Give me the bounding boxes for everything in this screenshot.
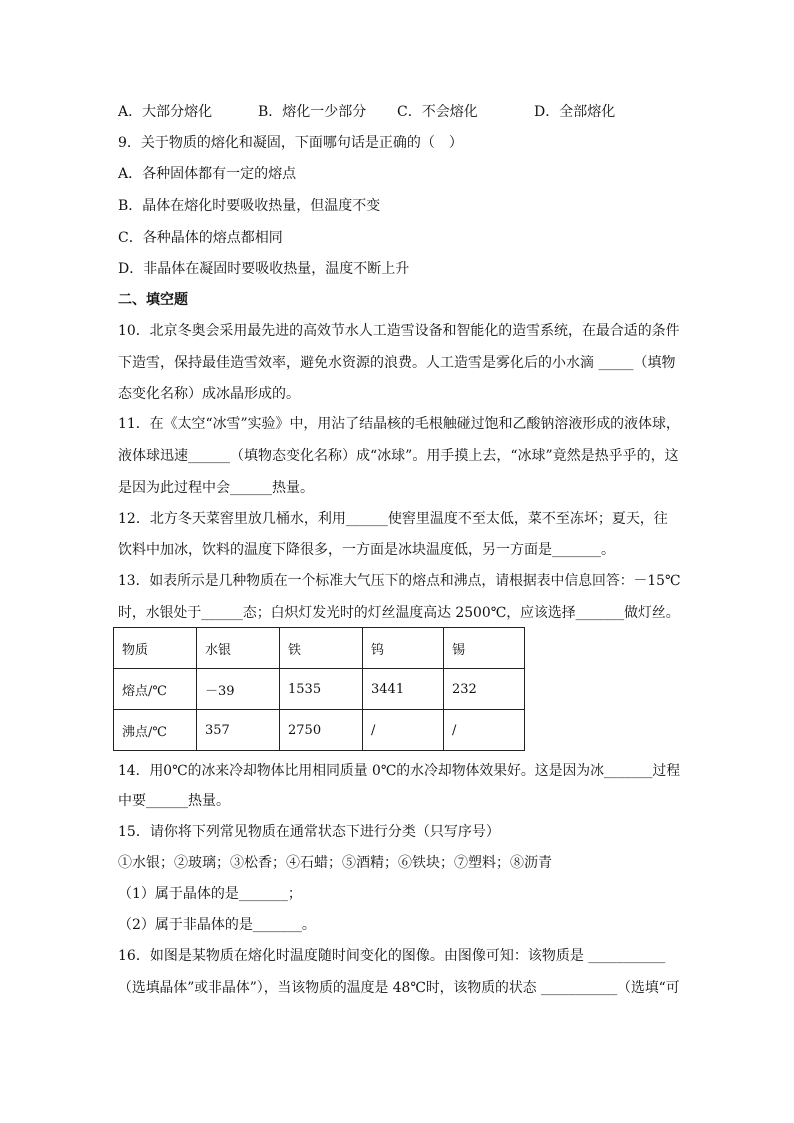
- table-header-cell: 物质: [114, 628, 197, 669]
- q13-line-1: 13．如表所示是几种物质在一个标准大气压下的熔点和沸点，请根据表中信息回答：－15℃: [118, 573, 681, 589]
- q9-option-b: B．晶体在熔化时要吸收热量，但温度不变: [118, 198, 381, 214]
- table-header-cell: 铁: [280, 628, 363, 669]
- q15-sub-2: （2）属于非晶体的是_______。: [118, 917, 316, 933]
- q8-option-a: A．大部分熔化: [118, 104, 213, 120]
- q8-option-d: D．全部熔化: [534, 104, 616, 120]
- q14-line-1: 14．用0℃的冰来冷却物体比用相同质量 0℃的水冷却物体效果好。这是因为冰_______过程: [118, 763, 681, 779]
- q15-items: ①水银；②玻璃；③松香；④石蜡；⑤酒精；⑥铁块；⑦塑料；⑧沥青: [118, 855, 552, 871]
- q11-line-3: 是因为此过程中会______热量。: [118, 480, 314, 496]
- q12-line-2: 饮料中加冰，饮料的温度下降很多，一方面是冰块温度低，另一方面是_______。: [118, 542, 615, 558]
- table-cell: 3441: [363, 669, 444, 710]
- table-cell: 357: [197, 710, 280, 751]
- q9-stem: 9．关于物质的熔化和凝固，下面哪句话是正确的（ ）: [118, 135, 463, 151]
- table-cell: 232: [444, 669, 525, 710]
- q10-line-3: 态变化名称）成冰晶形成的。: [118, 386, 300, 402]
- table-cell: 沸点/℃: [114, 710, 197, 751]
- table-cell: 熔点/℃: [114, 669, 197, 710]
- table-header-cell: 钨: [363, 628, 444, 669]
- q8-option-c: C．不会熔化: [397, 104, 478, 120]
- q8-options: [118, 102, 678, 122]
- table-cell: 2750: [280, 710, 363, 751]
- table-header-row: [114, 628, 525, 669]
- q16-line-1: 16．如图是某物质在熔化时温度随时间变化的图像。由图像可知：该物质是 ___________: [118, 948, 666, 964]
- q10-line-2: 下造雪，保持最佳造雪效率，避免水资源的浪费。人工造雪是雾化后的小水滴 _____（填物: [118, 355, 676, 371]
- table-row: [114, 710, 525, 751]
- q11-line-1: 11．在《太空“冰雪”实验》中，用沾了结晶核的毛根触碰过饱和乙酸钠溶液形成的液体球，: [118, 416, 680, 432]
- q12-line-1: 12．北方冬天菜窖里放几桶水，利用______使窖里温度不至太低，菜不至冻坏；夏天，往: [118, 511, 668, 527]
- q9-option-a: A．各种固体都有一定的熔点: [118, 166, 297, 182]
- q15-stem: 15．请你将下列常见物质在通常状态下进行分类（只写序号）: [118, 824, 500, 840]
- q10-line-1: 10．北京冬奥会采用最先进的高效节水人工造雪设备和智能化的造雪系统，在最合适的条件: [118, 323, 680, 339]
- section-title: 二、填空题: [118, 292, 188, 308]
- table-cell: /: [363, 710, 444, 751]
- table-header-cell: 锡: [444, 628, 525, 669]
- q9-option-d: D．非晶体在凝固时要吸收热量，温度不断上升: [118, 261, 410, 277]
- table-cell: 1535: [280, 669, 363, 710]
- table-cell: /: [444, 710, 525, 751]
- q8-option-b: B．熔化一少部分: [258, 104, 367, 120]
- table-cell: －39: [197, 669, 280, 710]
- q11-line-2: 液体球迅速______（填物态变化名称）成“冰球”。用手摸上去，“冰球”竟然是热乎乎的，这: [118, 448, 679, 464]
- q15-sub-1: （1）属于晶体的是_______；: [118, 886, 302, 902]
- melting-boiling-table: [113, 627, 525, 751]
- q14-line-2: 中要______热量。: [118, 793, 230, 809]
- q13-line-2: 时，水银处于______态；白炽灯发光时的灯丝温度高达 2500℃，应该选择_______做灯丝。: [118, 605, 680, 621]
- table-row: [114, 669, 525, 710]
- q16-line-2: （选填晶体”或非晶体”），当该物质的温度是 48℃时，该物质的状态 ___________（选填“可: [118, 980, 680, 996]
- table-header-cell: 水银: [197, 628, 280, 669]
- q9-option-c: C．各种晶体的熔点都相同: [118, 230, 283, 246]
